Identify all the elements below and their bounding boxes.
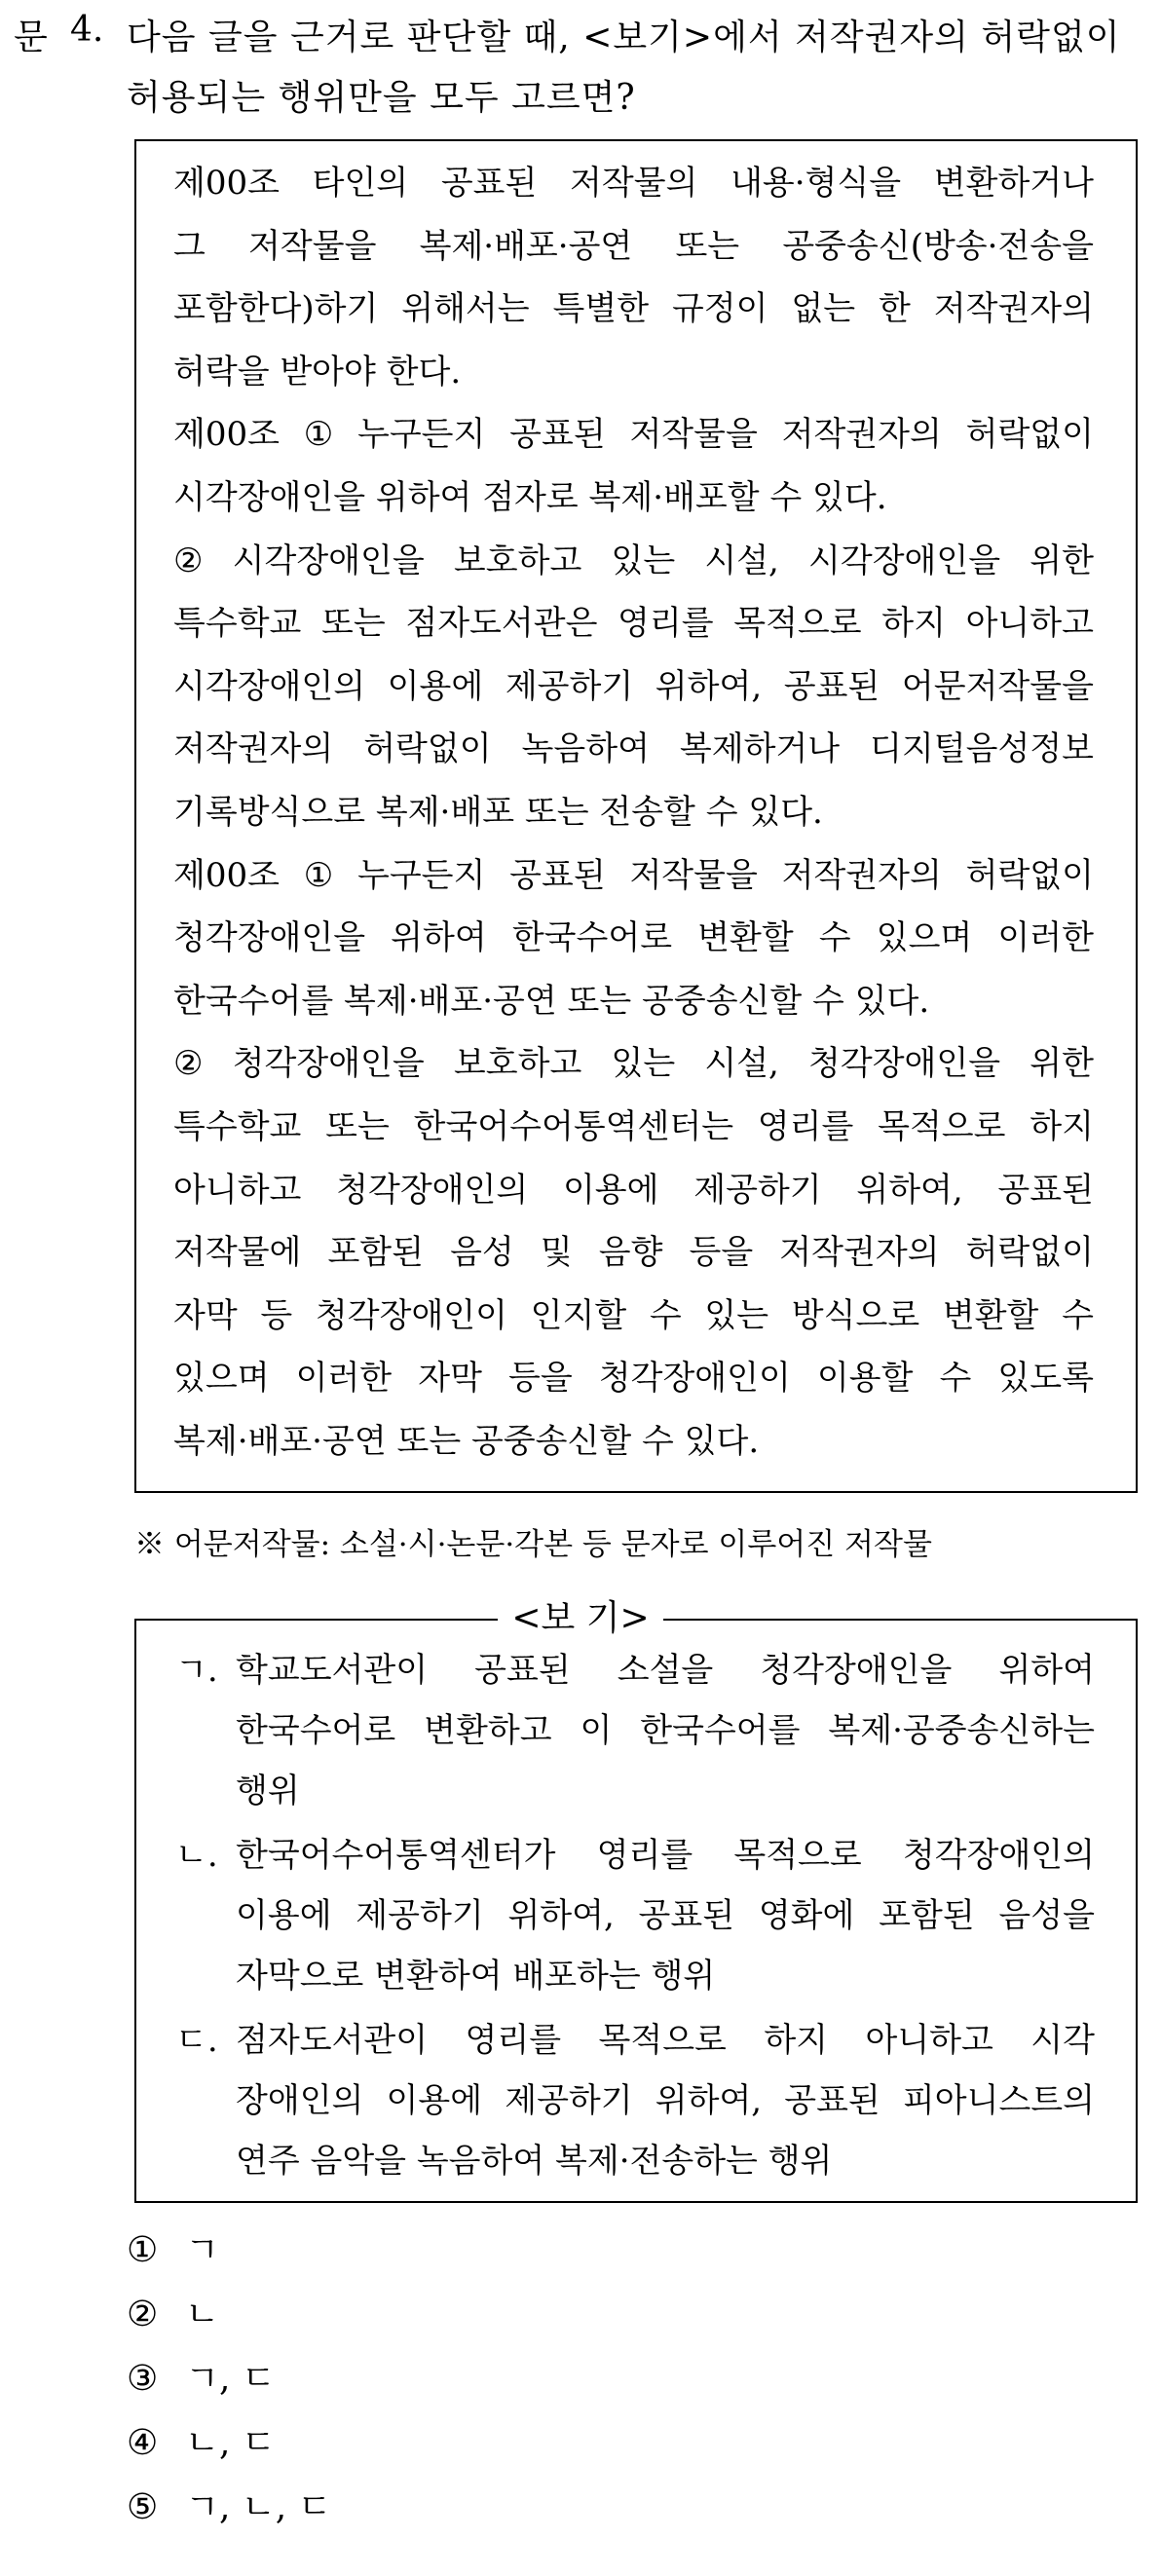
answer-option[interactable] xyxy=(127,2222,219,2272)
question-text-line-2: 허용되는 행위만을 모두 고르면? xyxy=(127,78,636,118)
bogi-item-line: 한국어수어통역센터가 영리를 목적으로 청각장애인의 xyxy=(236,1836,1095,1875)
option-text: ㄱ, ㄴ, ㄷ xyxy=(185,2487,332,2527)
bogi-item-line: 한국수어로 변환하고 이 한국수어를 복제·공중송신하는 xyxy=(236,1711,1095,1750)
passage-line: 특수학교 또는 점자도서관은 영리를 목적으로 하지 아니하고 xyxy=(173,604,1094,644)
option-number: ④ xyxy=(127,2423,159,2463)
passage-line: 저작물에 포함된 음성 및 음향 등을 저작권자의 허락없이 xyxy=(173,1233,1094,1273)
bogi-item-line: 연주 음악을 녹음하여 복제·전송하는 행위 xyxy=(236,2142,833,2181)
passage-line: ② 청각장애인을 보호하고 있는 시설, 청각장애인을 위한 xyxy=(173,1044,1094,1084)
passage-line: ② 시각장애인을 보호하고 있는 시설, 시각장애인을 위한 xyxy=(173,541,1094,580)
option-number: ② xyxy=(127,2295,159,2334)
answer-option[interactable] xyxy=(127,2415,276,2465)
passage-line: 제00조 타인의 공표된 저작물의 내용·형식을 변환하거나 xyxy=(173,164,1094,203)
option-text: ㄱ xyxy=(185,2230,220,2270)
answer-option[interactable] xyxy=(127,2287,219,2336)
passage-line: 시각장애인의 이용에 제공하기 위하여, 공표된 어문저작물을 xyxy=(173,666,1094,706)
bogi-item-mark: ㄷ. xyxy=(175,2021,218,2060)
passage-line: 한국수어를 복제·배포·공연 또는 공중송신할 수 있다. xyxy=(173,981,930,1021)
passage-line: 제00조 ① 누구든지 공표된 저작물을 저작권자의 허락없이 xyxy=(173,855,1094,895)
passage-line: 아니하고 청각장애인의 이용에 제공하기 위하여, 공표된 xyxy=(173,1170,1094,1210)
footnote: ※ 어문저작물: 소설·시·논문·각본 등 문자로 이루어진 저작물 xyxy=(134,1527,932,1562)
option-text: ㄴ, ㄷ xyxy=(185,2423,276,2463)
bogi-item-line: 행위 xyxy=(236,1772,300,1811)
question-text-line-1: 다음 글을 근거로 판단할 때, <보기>에서 저작권자의 허락없이 xyxy=(127,18,1121,57)
option-text: ㄱ, ㄷ xyxy=(185,2359,276,2399)
bogi-item-mark: ㄱ. xyxy=(175,1651,218,1690)
bogi-item-line: 점자도서관이 영리를 목적으로 하지 아니하고 시각 xyxy=(236,2021,1095,2060)
bogi-item-line: 학교도서관이 공표된 소설을 청각장애인을 위하여 xyxy=(236,1651,1095,1690)
passage-line: 복제·배포·공연 또는 공중송신할 수 있다. xyxy=(173,1422,760,1461)
option-number: ③ xyxy=(127,2359,159,2399)
option-text: ㄴ xyxy=(185,2295,220,2334)
option-number: ① xyxy=(127,2230,159,2270)
bogi-item-line: 이용에 제공하기 위하여, 공표된 영화에 포함된 음성을 xyxy=(236,1896,1095,1935)
passage-line: 제00조 ① 누구든지 공표된 저작물을 저작권자의 허락없이 xyxy=(173,415,1094,455)
passage-line: 그 저작물을 복제·배포·공연 또는 공중송신(방송·전송을 xyxy=(173,226,1094,266)
question-label: 문 xyxy=(14,18,48,57)
bogi-item-line: 자막으로 변환하여 배포하는 행위 xyxy=(236,1957,716,1996)
passage-line: 청각장애인을 위하여 한국수어로 변환할 수 있으며 이러한 xyxy=(173,918,1094,958)
passage-line: 기록방식으로 복제·배포 또는 전송할 수 있다. xyxy=(173,793,823,832)
answer-option[interactable] xyxy=(127,2480,331,2529)
passage-line: 저작권자의 허락없이 녹음하여 복제하거나 디지털음성정보 xyxy=(173,729,1094,769)
question-number: 4. xyxy=(70,10,104,50)
passage-line: 허락을 받아야 한다. xyxy=(173,352,462,392)
passage-line: 시각장애인을 위하여 점자로 복제·배포할 수 있다. xyxy=(173,478,887,517)
answer-option[interactable] xyxy=(127,2351,276,2401)
passage-line: 포함한다)하기 위해서는 특별한 규정이 없는 한 저작권자의 xyxy=(173,289,1094,329)
passage-line: 자막 등 청각장애인이 인지할 수 있는 방식으로 변환할 수 xyxy=(173,1295,1094,1335)
passage-line: 특수학교 또는 한국어수어통역센터는 영리를 목적으로 하지 xyxy=(173,1107,1094,1146)
passage-line: 있으며 이러한 자막 등을 청각장애인이 이용할 수 있도록 xyxy=(173,1359,1094,1399)
bogi-item-line: 장애인의 이용에 제공하기 위하여, 공표된 피아니스트의 xyxy=(236,2081,1095,2120)
bogi-title: <보 기> xyxy=(0,1597,1161,1640)
bogi-item-mark: ㄴ. xyxy=(175,1836,218,1875)
option-number: ⑤ xyxy=(127,2487,159,2527)
